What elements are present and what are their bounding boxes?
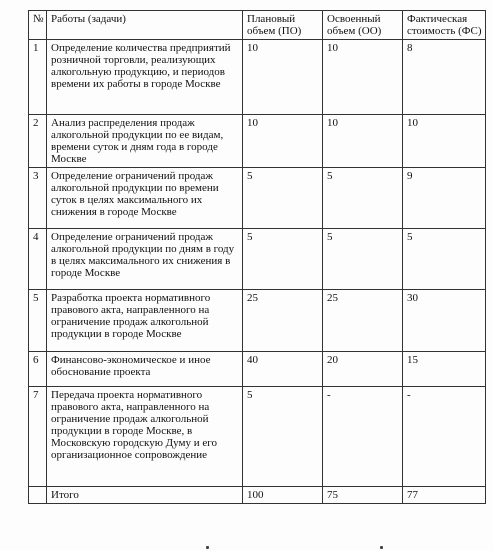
cropped-glyph-mark	[206, 546, 209, 549]
row-planned: 5	[243, 387, 323, 487]
row-actual: 15	[403, 352, 486, 387]
table-row	[29, 387, 486, 487]
header-task: Работы (задачи)	[47, 11, 243, 40]
header-number: №	[29, 11, 47, 40]
row-planned: 40	[243, 352, 323, 387]
row-task: Определение ограничений продаж алкогольной продукции по времени суток в целях максимального их снижения в городе Москве	[47, 168, 243, 229]
header-actual-cost: Фактическая стоимость (ФС)	[403, 11, 486, 40]
table-row	[29, 290, 486, 352]
row-number: 7	[29, 387, 47, 487]
row-actual: 10	[403, 115, 486, 168]
row-actual: -	[403, 387, 486, 487]
header-planned-volume: Плановый объем (ПО)	[243, 11, 323, 40]
row-number: 3	[29, 168, 47, 229]
row-earned: -	[323, 387, 403, 487]
total-row	[29, 487, 486, 504]
total-actual: 77	[403, 487, 486, 504]
header-earned-volume: Освоенный объем (ОО)	[323, 11, 403, 40]
row-task: Разработка проекта нормативного правового акта, направленного на ограничение продаж алкогольной продукции в городе Москве	[47, 290, 243, 352]
row-earned: 10	[323, 40, 403, 115]
row-task: Финансово-экономическое и иное обоснование проекта	[47, 352, 243, 387]
row-planned: 10	[243, 40, 323, 115]
table-row	[29, 352, 486, 387]
row-earned: 5	[323, 168, 403, 229]
row-earned: 10	[323, 115, 403, 168]
table-row	[29, 229, 486, 290]
row-number: 4	[29, 229, 47, 290]
row-number: 2	[29, 115, 47, 168]
works-table	[28, 10, 486, 504]
row-planned: 5	[243, 229, 323, 290]
total-number	[29, 487, 47, 504]
row-actual: 8	[403, 40, 486, 115]
row-earned: 5	[323, 229, 403, 290]
total-earned: 75	[323, 487, 403, 504]
row-actual: 9	[403, 168, 486, 229]
total-planned: 100	[243, 487, 323, 504]
row-earned: 20	[323, 352, 403, 387]
row-number: 1	[29, 40, 47, 115]
table-header-row	[29, 11, 486, 40]
row-planned: 10	[243, 115, 323, 168]
row-planned: 5	[243, 168, 323, 229]
row-planned: 25	[243, 290, 323, 352]
row-task: Определение количества предприятий розничной торговли, реализующих алкогольную продукцию, и периодов времени их работы в городе Москве	[47, 40, 243, 115]
table-row	[29, 40, 486, 115]
row-task: Передача проекта нормативного правового акта, направленного на ограничение продаж алкогольной продукции в городе Москве, в Московскую городскую Думу и его организационное сопровождение	[47, 387, 243, 487]
cropped-glyph-mark	[380, 546, 383, 549]
total-label: Итого	[47, 487, 243, 504]
cropped-text-fragment	[0, 546, 493, 551]
row-task: Анализ распределения продаж алкогольной продукции по ее видам, времени суток и дням года в городе Москве	[47, 115, 243, 168]
row-actual: 5	[403, 229, 486, 290]
row-task: Определение ограничений продаж алкогольной продукции по дням в году в целях максимального их снижения в городе Москве	[47, 229, 243, 290]
row-number: 5	[29, 290, 47, 352]
table-row	[29, 115, 486, 168]
row-actual: 30	[403, 290, 486, 352]
table-row	[29, 168, 486, 229]
row-number: 6	[29, 352, 47, 387]
row-earned: 25	[323, 290, 403, 352]
